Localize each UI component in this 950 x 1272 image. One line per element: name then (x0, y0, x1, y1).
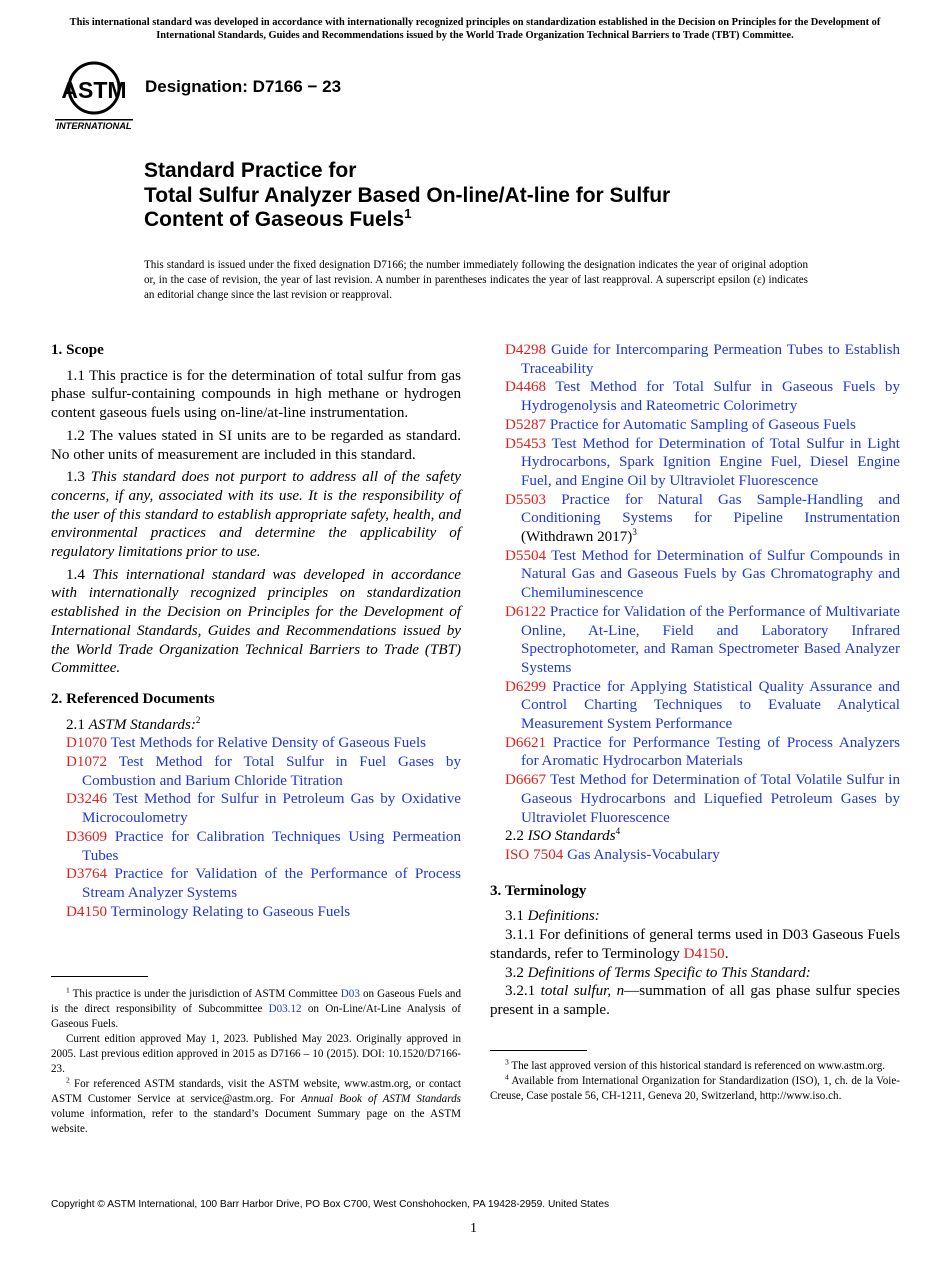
reference-title-link[interactable]: Practice for Validation of the Performance of Multivariate Online, At-Line, Field and Laboratory Infrared Spectrophotometer, and Raman Spectrometer Based Analyzer Systems (521, 603, 900, 676)
footnote-rule-left (51, 976, 148, 977)
reference-footnote-mark: 3 (632, 527, 637, 537)
reference-code-link[interactable]: D4150 (66, 903, 108, 920)
reference-item (490, 491, 900, 547)
astm-logo (52, 56, 136, 132)
link-d03[interactable]: D03 (340, 988, 360, 1000)
reference-item (490, 416, 900, 435)
reference-item (51, 828, 461, 865)
reference-code-link[interactable]: D4298 (505, 342, 547, 358)
reference-code-link[interactable]: D1070 (66, 735, 108, 752)
reference-item (490, 378, 900, 415)
reference-title-link[interactable]: Test Method for Determination of Sulfur Compounds in Natural Gas and Gaseous Fuels by Gas Chromatography and Chemiluminescence (521, 547, 900, 602)
designation: Designation: D7166 − 23 (145, 77, 342, 96)
reference-title-link[interactable]: Gas Analysis-Vocabulary (567, 846, 720, 863)
reference-code-link[interactable]: D3764 (66, 866, 108, 883)
reference-title-link[interactable]: Practice for Performance Testing of Process Analyzers for Aromatic Hydrocarbon Materials (521, 734, 901, 770)
reference-item (490, 678, 900, 734)
iso-reference-list (490, 846, 900, 865)
logo-subtext: INTERNATIONAL (56, 121, 132, 131)
reference-status: (Withdrawn 2017) (521, 529, 633, 546)
title-line-3: Content of Gaseous Fuels (144, 208, 405, 231)
reference-code-link[interactable]: D6667 (505, 772, 547, 789)
reference-code-link[interactable]: D6299 (505, 678, 547, 695)
section-heading-terminology: 3. Terminology (490, 882, 587, 899)
left-column (51, 341, 461, 921)
reference-title-link[interactable]: Practice for Natural Gas Sample-Handling and Conditioning Systems for Pipeline Instrumentation (521, 491, 900, 527)
title-line-1: Standard Practice for (144, 159, 357, 182)
reference-title-link[interactable]: Practice for Calibration Techniques Using Permeation Tubes (82, 828, 461, 864)
footnote-3: $^3$ The last approved version of this historical standard is referenced on www.astm.org. (505, 1057, 886, 1072)
document-title (144, 159, 864, 233)
reference-title-link[interactable]: Test Methods for Relative Density of Gaseous Fuels (110, 735, 427, 752)
title-footnote-mark: 1 (404, 206, 412, 221)
reference-item (51, 903, 461, 922)
section-heading-referenced-documents: 2. Referenced Documents (51, 690, 215, 707)
copyright: Copyright © ASTM International, 100 Barr Harbor Drive, PO Box C700, West Conshohocken, PA 19428-2959. United States (51, 1199, 610, 1210)
reference-code-link[interactable]: D5453 (505, 435, 547, 452)
footnote-2: $^2$ For referenced ASTM standards, visit the ASTM website, www.astm.org, or contact ASTM Customer Service at service@astm.org. For Annual Book of ASTM Standards volume information, refer to the standard’s Document Summary page on the ASTM website. (51, 1075, 462, 1135)
footnote-rule-right (490, 1050, 587, 1051)
reference-code-link[interactable]: D6122 (505, 603, 547, 620)
reference-item (490, 341, 900, 378)
page-number: 1 (470, 1221, 477, 1236)
footnote-1: $^1$ This practice is under the jurisdiction of ASTM Committee D03 on Gaseous Fuels and is the direct responsibility of Subcommittee D03.12 on On-Line/At-Line Analysis of Gaseous Fuels. (51, 985, 461, 1030)
reference-item (490, 435, 900, 491)
reference-title-link[interactable]: Practice for Applying Statistical Quality Assurance and Control Charting Techniques to Evaluate Analytical Measurement System Performance (521, 678, 900, 733)
link-d03-12[interactable]: D03.12 (268, 1003, 302, 1015)
reference-title-link[interactable]: Test Method for Determination of Total Sulfur in Light Hydrocarbons, Spark Ignition Engine Fuel, Diesel Engine Fuel, and Engine Oil by Ultraviolet Fluorescence (521, 435, 900, 489)
reference-item (51, 753, 461, 790)
astm-reference-list (51, 734, 461, 921)
para-3-2-1: 3.2.1 total sulfur, n—summation of all gas phase sulfur species present in a sample. (490, 983, 900, 1018)
para-1-4: 1.4 This international standard was developed in accordance with internationally recognized principles on standardization established in the Decision on Principles for the Development of International Standards, Guides and Recommendations issued by the World Trade Organization Technical Barriers to Trade (TBT) Committee. (51, 566, 461, 677)
astm-standards-label: 2.1 ASTM Standards:$^2$ (66, 714, 201, 733)
reference-title-link[interactable]: Test Method for Total Sulfur in Gaseous Fuels by Hydrogenolysis and Rateometric Colorimetry (521, 379, 900, 415)
reference-code-link[interactable]: D3609 (66, 828, 108, 845)
reference-code-link[interactable]: D1072 (66, 754, 108, 771)
para-3-2: 3.2 Definitions of Terms Specific to This Standard: (505, 964, 811, 981)
reference-title-link[interactable]: Terminology Relating to Gaseous Fuels (110, 903, 351, 920)
link-d4150[interactable]: D4150 (683, 945, 725, 962)
tbt-notice: This international standard was developed in accordance with internationally recognized principles on standardization established in the Decision on Principles for the Development of International Standards, Guides and Recommendations issued by the World Trade Organization Technical Barriers to Trade (TBT) Committee. (69, 17, 881, 41)
reference-code-link[interactable]: D5287 (505, 416, 547, 433)
reference-item (490, 771, 900, 827)
title-line-2: Total Sulfur Analyzer Based On-line/At-line for Sulfur (144, 183, 671, 207)
reference-code-link[interactable]: ISO 7504 (505, 846, 564, 863)
reference-item (51, 734, 461, 753)
reference-item (51, 790, 461, 827)
para-1-1: 1.1 This practice is for the determination of total sulfur from gas phase sulfur-containing compounds in high methane or hydrogen content gaseous fuels using on-line/at-line instrumentation. (51, 367, 461, 422)
section-heading-scope: 1. Scope (51, 342, 104, 358)
para-3-1-1: 3.1.1 For definitions of general terms used in D03 Gaseous Fuels standards, refer to Terminology D4150. (490, 927, 900, 962)
reference-code-link[interactable]: D6621 (505, 734, 547, 751)
footnote-4: $^4$ Available from International Organization for Standardization (ISO), 1, ch. de la Voie-Creuse, Case postale 56, CH-1211, Geneva 20, Switzerland, http://www.iso.ch. (490, 1072, 900, 1102)
reference-item (490, 734, 900, 771)
reference-code-link[interactable]: D4468 (505, 379, 547, 396)
reference-title-link[interactable]: Practice for Validation of the Performance of Process Stream Analyzer Systems (82, 866, 461, 901)
iso-standards-label: 2.2 ISO Standards$^4$ (505, 826, 621, 845)
footnotes-left (51, 987, 461, 1137)
logo-text: ASTM (61, 77, 127, 103)
reference-item (490, 547, 900, 603)
issuance-note: This standard is issued under the fixed designation D7166; the number immediately following the designation indicates the year of original adoption or, in the case of revision, the year of last revision. A number in parentheses indicates the year of last reapproval. A superscript epsilon (ε) indicates an editorial change since the last revision or reapproval. (144, 259, 808, 301)
reference-code-link[interactable]: D5503 (505, 491, 547, 508)
footnotes-right (490, 1059, 900, 1104)
reference-code-link[interactable]: D5504 (505, 547, 547, 564)
reference-item (490, 846, 900, 865)
reference-title-link[interactable]: Test Method for Determination of Total Volatile Sulfur in Gaseous Hydrocarbons and Liquefied Petroleum Gases by Ultraviolet Fluorescence (521, 772, 900, 826)
footnote-1-edition: Current edition approved May 1, 2023. Published May 2023. Originally approved in 2005. Last previous edition approved in 2015 as D7166 – 10 (2015). DOI: 10.1520/D7166-23. (51, 1033, 461, 1075)
reference-item (51, 865, 461, 902)
reference-item (490, 603, 900, 678)
para-3-1: 3.1 Definitions: (505, 908, 600, 925)
reference-title-link[interactable]: Guide for Intercomparing Permeation Tubes to Establish Traceability (521, 342, 900, 377)
para-1-3: 1.3 This standard does not purport to address all of the safety concerns, if any, associated with its use. It is the responsibility of the user of this standard to establish appropriate safety, health, and environmental practices and determine the applicability of regulatory limitations prior to use. (51, 469, 461, 561)
reference-code-link[interactable]: D3246 (66, 791, 108, 808)
right-column (490, 341, 900, 1020)
astm-reference-list-continued (490, 341, 900, 827)
para-1-2: 1.2 The values stated in SI units are to be regarded as standard. No other units of measurement are included in this standard. (51, 427, 461, 463)
reference-title-link[interactable]: Test Method for Total Sulfur in Fuel Gases by Combustion and Barium Chloride Titration (82, 754, 461, 789)
reference-title-link[interactable]: Test Method for Sulfur in Petroleum Gas by Oxidative Microcoulometry (82, 791, 461, 827)
reference-title-link[interactable]: Practice for Automatic Sampling of Gaseous Fuels (549, 416, 856, 433)
